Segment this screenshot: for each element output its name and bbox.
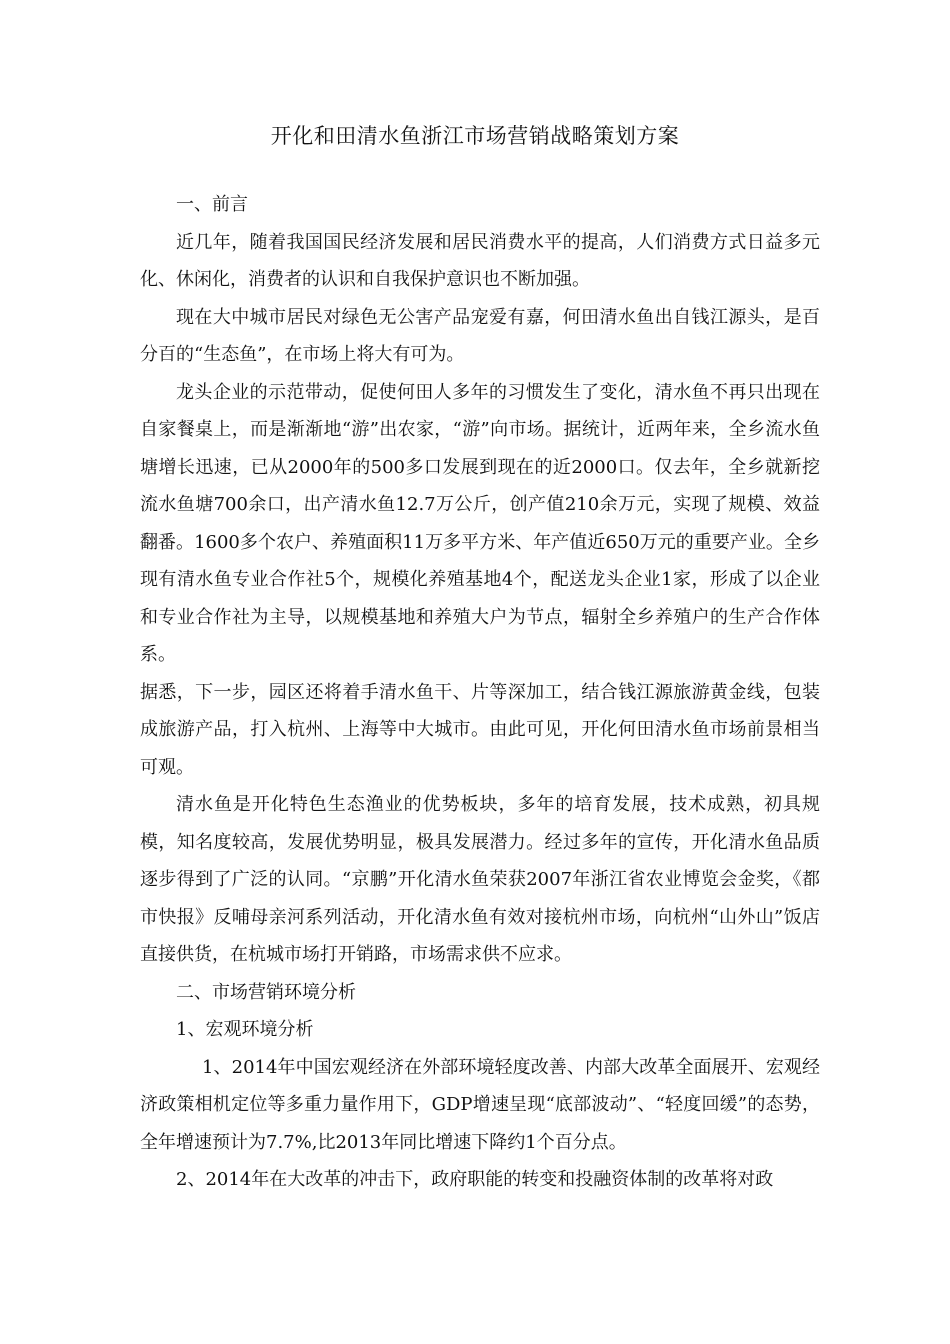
paragraph-brand-recognition: 清水鱼是开化特色生态渔业的优势板块，多年的培育发展，技术成熟，初具规模，知名度较高，发展优势明显，极具发展潜力。经过多年的宣传，开化清水鱼品质逐步得到了广泛的认同。“京鹏”开化清水鱼荣获2007年浙江省农业博览会金奖，《都市快报》反哺母亲河系列活动，开化清水鱼有效对接杭州市场，向杭州“山外山”饭店直接供货，在杭城市场打开销路，市场需求供不应求。 xyxy=(140,794,820,965)
paragraph-consumption-trend: 近几年，随着我国国民经济发展和居民消费水平的提高，人们消费方式日益多元化、休闲化，消费者的认识和自我保护意识也不断加强。 xyxy=(140,231,820,290)
section-heading-market-environment: 二、市场营销环境分析 xyxy=(176,981,356,1003)
paragraph-industry-development: 龙头企业的示范带动，促使何田人多年的习惯发生了变化，清水鱼不再只出现在自家餐桌上，而是渐渐地“游”出农家，“游”向市场。据统计，近两年来，全乡流水鱼塘增长迅速，已从2000年的500多口发展到现在的近2000口。仅去年，全乡就新挖流水鱼塘700余口，出产清水鱼12.7万公斤，创产值210余万元，实现了规模、效益翻番。1600多个农户、养殖面积11万多平方米、年产值近650万元的重要产业。全乡现有清水鱼专业合作社5个，规模化养殖基地4个，配送龙头企业1家，形成了以企业和专业合作社为主导，以规模基地和养殖大户为节点，辐射全乡养殖户的生产合作体系。 xyxy=(140,381,820,665)
subsection-heading-macro-environment: 1、宏观环境分析 xyxy=(176,1019,314,1040)
document-body xyxy=(140,186,820,1199)
document-title: 开化和田清水鱼浙江市场营销战略策划方案 xyxy=(270,124,680,148)
paragraph-next-steps: 据悉，下一步，园区还将着手清水鱼干、片等深加工，结合钱江源旅游黄金线，包装成旅游产品，打入杭州、上海等中大城市。由此可见，开化何田清水鱼市场前景相当可观。 xyxy=(140,681,820,778)
paragraph-green-products: 现在大中城市居民对绿色无公害产品宠爱有嘉，何田清水鱼出自钱江源头，是百分百的“生态鱼”，在市场上将大有可为。 xyxy=(140,306,820,365)
section-heading-preface: 一、前言 xyxy=(176,194,248,215)
paragraph-macro-point-2: 2、2014年在大改革的冲击下，政府职能的转变和投融资体制的改革将对政 xyxy=(176,1169,774,1190)
paragraph-macro-point-1: 1、2014年中国宏观经济在外部环境轻度改善、内部大改革全面展开、宏观经济政策相机定位等多重力量作用下，GDP增速呈现“底部波动”、“轻度回缓”的态势，全年增速预计为7.7%,比2013年同比增速下降约1个百分点。 xyxy=(140,1056,820,1153)
